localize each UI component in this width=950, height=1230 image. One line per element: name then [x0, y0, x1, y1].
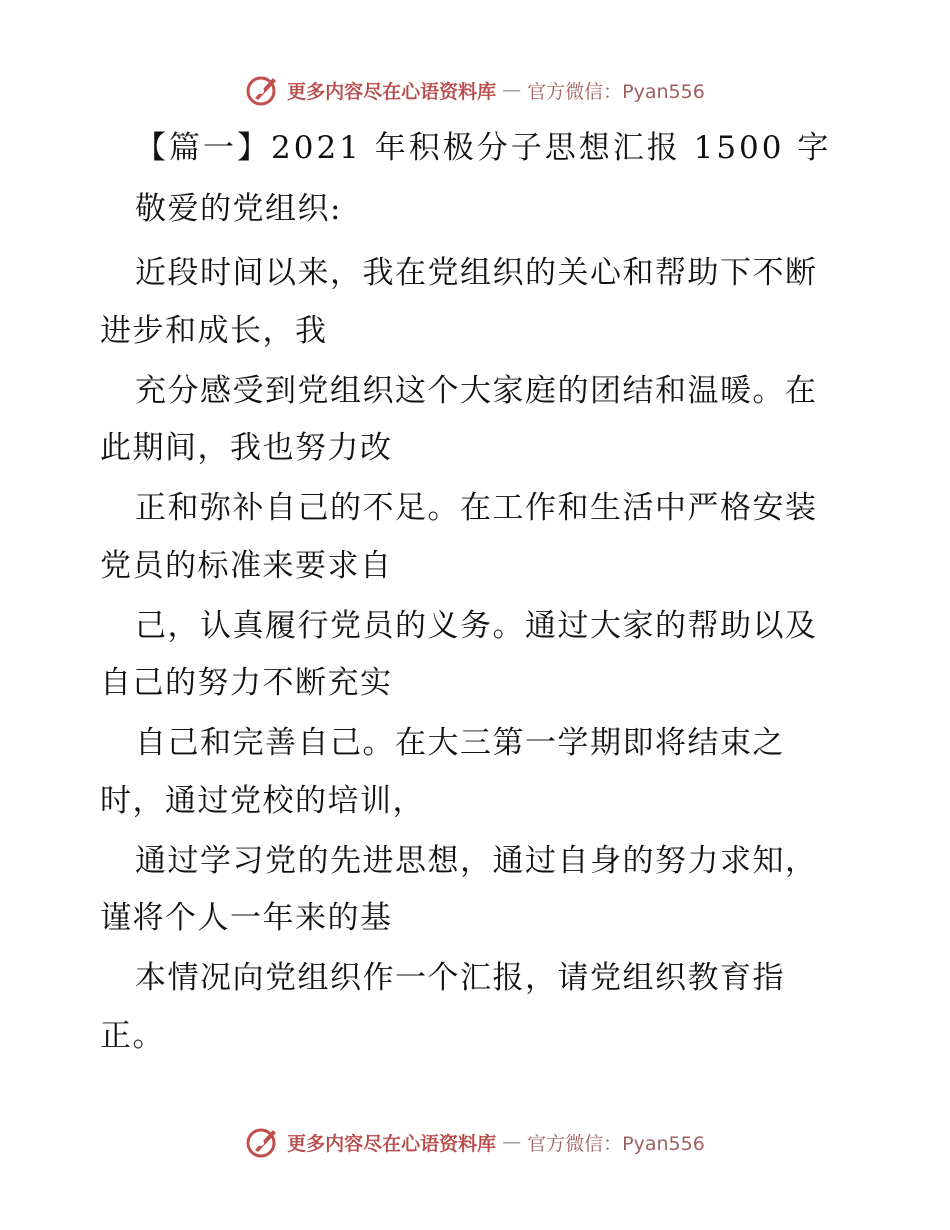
body-line: 时，通过党校的培训， — [100, 783, 425, 819]
document-title: 【篇一】2021 年积极分子思想汇报 1500 字 — [135, 130, 832, 166]
quill-logo-icon — [245, 1124, 281, 1160]
watermark-site-name: 更多内容尽在心语资料库 — [287, 1132, 497, 1155]
body-line: 本情况向党组织作一个汇报，请党组织教育指 — [135, 960, 785, 996]
body-line: 通过学习党的先进思想，通过自身的努力求知， — [135, 843, 818, 879]
footer-watermark — [0, 1124, 950, 1160]
body-line: 党员的标准来要求自 — [100, 548, 393, 584]
watermark-site-name: 更多内容尽在心语资料库 — [287, 80, 497, 103]
body-line: 己，认真履行党员的义务。通过大家的帮助以及 — [135, 608, 818, 644]
body-line: 进步和成长，我 — [100, 313, 328, 349]
salutation: 敬爱的党组织: — [135, 191, 342, 227]
body-line: 自己和完善自己。在大三第一学期即将结束之 — [135, 725, 785, 761]
watermark-separator: — — [502, 1131, 522, 1153]
body-line: 谨将个人一年来的基 — [100, 900, 393, 936]
body-line: 此期间，我也努力改 — [100, 430, 393, 466]
watermark-contact: 官方微信：Pyan556 — [527, 80, 705, 103]
body-line: 正和弥补自己的不足。在工作和生活中严格安装 — [135, 490, 818, 526]
watermark-separator: — — [502, 79, 522, 101]
quill-logo-icon — [245, 72, 281, 108]
body-line: 自己的努力不断充实 — [100, 665, 393, 701]
body-line: 充分感受到党组织这个大家庭的团结和温暖。在 — [135, 373, 818, 409]
header-watermark — [0, 72, 950, 108]
body-line: 正。 — [100, 1018, 165, 1054]
body-line: 近段时间以来，我在党组织的关心和帮助下不断 — [135, 255, 818, 291]
watermark-contact: 官方微信：Pyan556 — [527, 1132, 705, 1155]
